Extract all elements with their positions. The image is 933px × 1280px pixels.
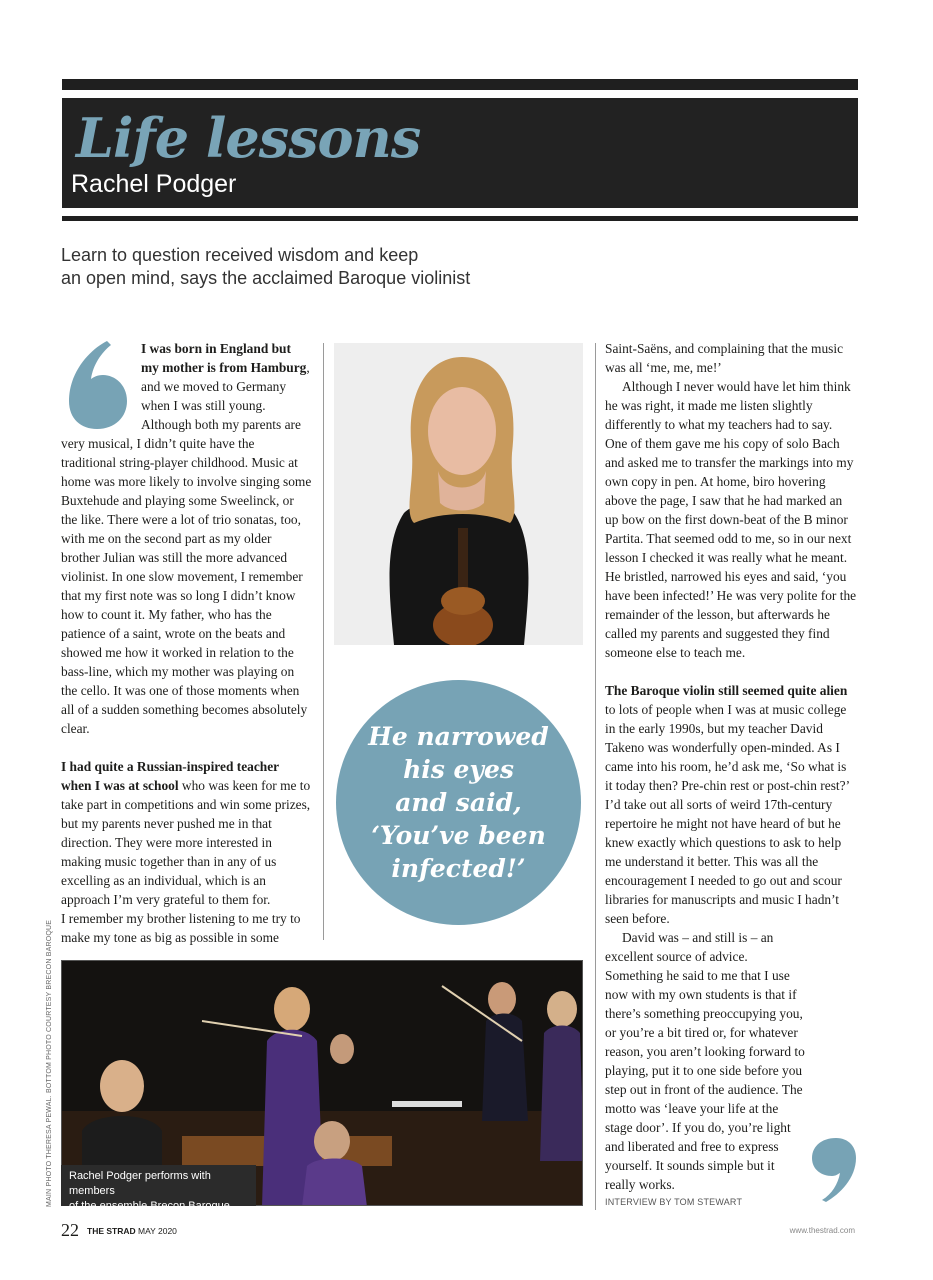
header-banner: [62, 98, 858, 208]
caption-line-1: Rachel Podger performs with members: [69, 1170, 211, 1197]
standfirst-line-2: an open mind, says the acclaimed Baroque violinist: [61, 268, 471, 288]
right-paragraph-1: Saint-Saëns, and complaining that the music was all ‘me, me, me!’: [605, 341, 844, 375]
caption-line-2: of the ensemble Brecon Baroque: [69, 1200, 230, 1212]
header-top-rule: [62, 79, 858, 90]
portrait-photo: [334, 343, 583, 645]
paragraph-1-lead: I was born in England but my mother is from Hamburg: [141, 341, 307, 375]
pull-quote-line-2: his eyes: [403, 755, 514, 784]
article-title: Life lessons: [76, 106, 421, 170]
portrait-illustration: [334, 343, 583, 645]
paragraph-1-text: , and we moved to Germany when I was still young. Although both my parents are very musical, I didn’t quite have the traditional string-player childhood. Music at home was more likely to involve singing some Buxtehude and playing some Sweelinck, or the like. There were a lot of trio sonatas, too, with me on the second part as my older brother Julian was still the more advanced violinist. In one slow movement, I remember that my first note was so long I didn’t know how to count it. My father, who has the patience of a saint, wrote on the beats and showed me how it worked in relation to the bass-line, which my mother was playing on the cello. It was one of those moments when all of a sudden something becomes absolutely clear.: [61, 360, 312, 736]
article-subject: Rachel Podger: [71, 170, 237, 198]
header-bottom-rule: [62, 216, 858, 221]
standfirst-line-1: Learn to question received wisdom and keep: [61, 245, 419, 265]
opening-quote-mark-icon: [61, 339, 135, 431]
column-left: [61, 339, 312, 947]
photo-credit: MAIN PHOTO THERESA PEWAL. BOTTOM PHOTO COURTESY BRECON BAROQUE: [46, 919, 53, 1207]
right-paragraph-4: David was – and still is – an excellent source of advice. Something he said to me that I use now with my own students is that if there’s something preoccupying you, or you’re a bit tired or, for whatever reason, you aren’t looking forward to playing, put it to one side before you step out in front of the audience. The motto was ‘leave your life at the stage door’. If you do, you’re light and liberated and free to express yourself. It sounds simple but it really works.: [605, 930, 805, 1192]
closing-quote-mark-icon: [806, 1136, 858, 1204]
pull-quote-line-1: He narrowed: [368, 722, 549, 751]
pull-quote-line-5: infected!’: [391, 854, 526, 883]
paragraph-2-lead: I had quite a Russian-inspired teacher when I was at school: [61, 759, 279, 793]
publication-name: THE STRAD: [87, 1226, 136, 1236]
pull-quote-line-3: and said,: [395, 788, 522, 817]
column-divider-right: [595, 343, 596, 1210]
publication-info: [87, 1226, 177, 1236]
byline: INTERVIEW BY TOM STEWART: [605, 1197, 743, 1207]
column-right: [605, 339, 857, 1194]
right-paragraph-3-text: to lots of people when I was at music college in the early 1990s, but my teacher David Takeno was wonderfully open-minded. As I came into his room, he’d ask me, ‘So what is it today then? Pre-chin rest or post-chin rest?’ I’d take out all sorts of weird 17th-century repertoire he might not have heard of but he knew exactly which questions to ask to help me understand it better. This was all the encouragement I needed to go out and scour libraries for manuscripts and music I hadn’t seen before.: [605, 702, 850, 926]
right-paragraph-3: [605, 681, 857, 928]
photo-caption: [61, 1165, 256, 1212]
right-paragraph-2: Although I never would have let him think he was right, it made me listen slightly differently to what my teachers had to say. One of them gave me his copy of solo Bach and asked me to transfer the markings into my own copy in pen. At home, biro hovering above the page, I saw that he had marked an up bow on the first down-beat of the B minor Partita. That seemed odd to me, so in our next lesson I checked it was really what he meant. He bristled, narrowed his eyes and said, ‘you have been infected!’ He was very polite for the remainder of the lesson, but afterwards he called my parents and suggested they find someone else to teach me.: [605, 379, 857, 660]
page-number: 22: [61, 1220, 79, 1240]
pull-quote-line-4: ‘You’ve been: [371, 821, 546, 850]
website-url: www.thestrad.com: [789, 1226, 855, 1235]
paragraph-2: [61, 757, 312, 909]
column-divider-left: [323, 343, 324, 940]
standfirst: [61, 244, 581, 290]
paragraph-3: I remember my brother listening to me try to make my tone as big as possible in some: [61, 911, 301, 945]
paragraph-2-text: who was keen for me to take part in competitions and win some prizes, but my parents never pushed me in that direction. They were more interested in making music together than in any of us excelling as an individual, which is an approach I’m very grateful to them for.: [61, 778, 311, 907]
pull-quote-text: [336, 720, 581, 885]
right-paragraph-3-lead: The Baroque violin still seemed quite alien: [605, 683, 848, 698]
issue-date: MAY 2020: [135, 1226, 177, 1236]
pull-quote: [336, 680, 581, 925]
